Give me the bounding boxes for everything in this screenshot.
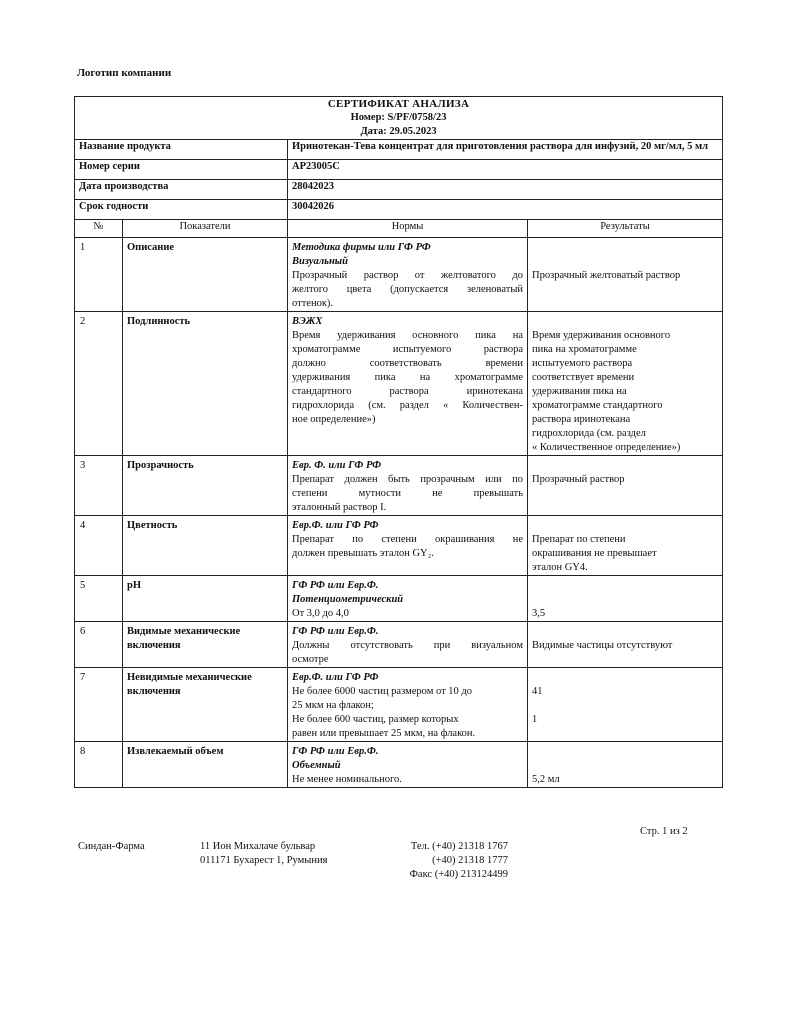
row-norms: [288, 238, 528, 312]
norm-line: удерживания пика на хроматограмме: [292, 372, 523, 383]
result-line: 1: [532, 714, 538, 725]
norm-method: ГФ РФ или Евр.Ф.: [292, 580, 379, 591]
footer-contacts: [390, 840, 508, 882]
norm-line: Не более 600 частиц, размер которых: [292, 714, 459, 725]
result-line: Видимые частицы отсутствуют: [532, 640, 673, 651]
footer-address-line: 11 Ион Михалаче бульвар: [200, 841, 316, 852]
result-line: окрашивания не превышает: [532, 548, 657, 559]
result-line: эталон GY4.: [532, 562, 588, 573]
certificate-date: Дата: 29.05.2023: [75, 125, 723, 140]
row-number: 5: [75, 576, 123, 622]
result-spacer: [532, 593, 718, 607]
footer-address: [200, 840, 327, 868]
row-number: 4: [75, 516, 123, 576]
info-label: Номер серии: [75, 160, 288, 180]
row-parameter: Цветность: [123, 516, 288, 576]
row-norms: [288, 516, 528, 576]
test-rows: [75, 238, 723, 788]
norm-method: Евр.Ф. или ГФ РФ: [292, 520, 379, 531]
test-row: [75, 312, 723, 456]
info-value: 28042023: [288, 180, 723, 200]
row-norms: [288, 622, 528, 668]
info-row: [75, 180, 723, 200]
footer-phone: Тел. (+40) 21318 1767: [410, 841, 508, 852]
row-number: 3: [75, 456, 123, 516]
norm-line: стандартного раствора иринотекана: [292, 386, 523, 397]
norm-line: ное определение»): [292, 414, 376, 425]
norm-line: От 3,0 до 4,0: [292, 608, 349, 619]
norm-method: ГФ РФ или Евр.Ф.: [292, 746, 379, 757]
row-parameter: Описание: [123, 238, 288, 312]
norm-line: оттенок).: [292, 298, 334, 309]
info-label: Название продукта: [75, 140, 288, 160]
result-line: соответствует времени: [532, 372, 635, 383]
norm-line: должен превышать эталон GY₂.: [292, 548, 434, 559]
test-row: [75, 622, 723, 668]
norm-line: эталонный раствор I.: [292, 502, 387, 513]
test-row: [75, 668, 723, 742]
row-result: [528, 238, 723, 312]
row-result: [528, 742, 723, 788]
row-number: 7: [75, 668, 123, 742]
result-line: хроматограмме стандартного: [532, 400, 663, 411]
result-line: гидрохлорида (см. раздел: [532, 428, 646, 439]
norm-line: равен или превышает 25 мкм, на флакон.: [292, 728, 476, 739]
row-result: [528, 312, 723, 456]
norm-line: должно соответствовать времени: [292, 358, 523, 369]
norm-method: Потенциометрический: [292, 594, 404, 605]
row-norms: [288, 668, 528, 742]
row-parameter: Прозрачность: [123, 456, 288, 516]
row-norms: [288, 742, 528, 788]
row-norms: [288, 456, 528, 516]
row-number: 1: [75, 238, 123, 312]
result-spacer: [532, 459, 718, 473]
result-line: пика на хроматограмме: [532, 344, 637, 355]
row-number: 2: [75, 312, 123, 456]
info-row: [75, 160, 723, 180]
result-spacer: [532, 671, 718, 685]
norm-line: желтого цвета (допускается зеленоватый: [292, 284, 523, 295]
row-parameter: pH: [123, 576, 288, 622]
row-result: [528, 516, 723, 576]
row-norms: [288, 312, 528, 456]
row-result: [528, 622, 723, 668]
result-spacer: [532, 745, 718, 759]
info-row: [75, 140, 723, 160]
company-logo-placeholder: Логотип компании: [77, 67, 172, 79]
footer-address-line: 011171 Бухарест 1, Румыния: [200, 855, 328, 866]
info-row: [75, 200, 723, 220]
row-number: 8: [75, 742, 123, 788]
result-spacer: [532, 519, 718, 533]
result-line: 5,2 мл: [532, 774, 560, 785]
test-row: [75, 456, 723, 516]
row-parameter: Видимые механические включения: [123, 622, 288, 668]
result-spacer: [532, 315, 718, 329]
result-line: Препарат по степени: [532, 534, 626, 545]
test-row: [75, 516, 723, 576]
result-spacer: [532, 625, 718, 639]
norm-line: степени мутности не превышать: [292, 488, 523, 499]
row-parameter: Подлинность: [123, 312, 288, 456]
result-line: 41: [532, 686, 543, 697]
norm-line: гидрохлорида (см. раздел « Количествен-: [292, 400, 523, 411]
result-line: « Количественное определение»): [532, 442, 681, 453]
result-spacer: [532, 579, 718, 593]
info-label: Дата производства: [75, 180, 288, 200]
result-line: удерживания пика на: [532, 386, 627, 397]
norm-line: Прозрачный раствор от желтоватого до: [292, 270, 523, 281]
certificate-number: Номер: S/PF/0758/23: [75, 111, 723, 125]
info-value: Иринотекан-Тева концентрат для приготовления раствора для инфузий, 20 мг/мл, 5 мл: [288, 140, 723, 160]
row-result: [528, 456, 723, 516]
certificate-title: СЕРТИФИКАТ АНАЛИЗА: [75, 97, 723, 112]
norm-method: Евр. Ф. или ГФ РФ: [292, 460, 382, 471]
norm-line: хроматограмме испытуемого раствора: [292, 344, 523, 355]
result-line: 3,5: [532, 608, 546, 619]
norm-method: ВЭЖХ: [292, 316, 323, 327]
norm-line: осмотре: [292, 654, 329, 665]
row-norms: [288, 576, 528, 622]
norm-line: Не менее номинального.: [292, 774, 402, 785]
info-value: 30042026: [288, 200, 723, 220]
norm-method: Объемный: [292, 760, 341, 771]
row-number: 6: [75, 622, 123, 668]
test-row: [75, 576, 723, 622]
info-value: AP23005C: [288, 160, 723, 180]
row-result: [528, 668, 723, 742]
test-row: [75, 742, 723, 788]
result-line: раствора иринотекана: [532, 414, 631, 425]
norm-line: 25 мкм на флакон;: [292, 700, 374, 711]
norm-line: Не более 6000 частиц размером от 10 до: [292, 686, 473, 697]
footer-fax: Факс (+40) 213124499: [409, 869, 508, 880]
col-results-header: Результаты: [528, 220, 723, 238]
result-line: Прозрачный раствор: [532, 474, 625, 485]
norm-method: Методика фирмы или ГФ РФ: [292, 242, 431, 253]
certificate-table: [74, 96, 723, 788]
col-norms-header: Нормы: [288, 220, 528, 238]
product-info: [75, 140, 723, 220]
column-header-row: [75, 220, 723, 238]
col-num-header: №: [75, 220, 123, 238]
result-spacer: [532, 759, 718, 773]
norm-method: ГФ РФ или Евр.Ф.: [292, 626, 379, 637]
info-label: Срок годности: [75, 200, 288, 220]
page-number: Стр. 1 из 2: [640, 826, 688, 837]
result-spacer: [532, 255, 718, 269]
result-line: Прозрачный желтоватый раствор: [532, 270, 681, 281]
row-result: [528, 576, 723, 622]
norm-line: Должны отсутствовать при визуальном: [292, 640, 523, 651]
test-row: [75, 238, 723, 312]
norm-line: Препарат должен быть прозрачным или по: [292, 474, 523, 485]
norm-line: Препарат по степени окрашивания не: [292, 534, 523, 545]
norm-line: Время удерживания основного пика на: [292, 330, 523, 341]
row-parameter: Невидимые механические включения: [123, 668, 288, 742]
col-param-header: Показатели: [123, 220, 288, 238]
footer-phone: (+40) 21318 1777: [432, 855, 508, 866]
result-line: Время удерживания основного: [532, 330, 671, 341]
result-spacer: [532, 241, 718, 255]
norm-method: Визуальный: [292, 256, 348, 267]
row-parameter: Извлекаемый объем: [123, 742, 288, 788]
footer-company: Синдан-Фарма: [78, 841, 145, 852]
norm-method: Евр.Ф. или ГФ РФ: [292, 672, 379, 683]
result-line: испытуемого раствора: [532, 358, 633, 369]
result-spacer: [532, 699, 718, 713]
